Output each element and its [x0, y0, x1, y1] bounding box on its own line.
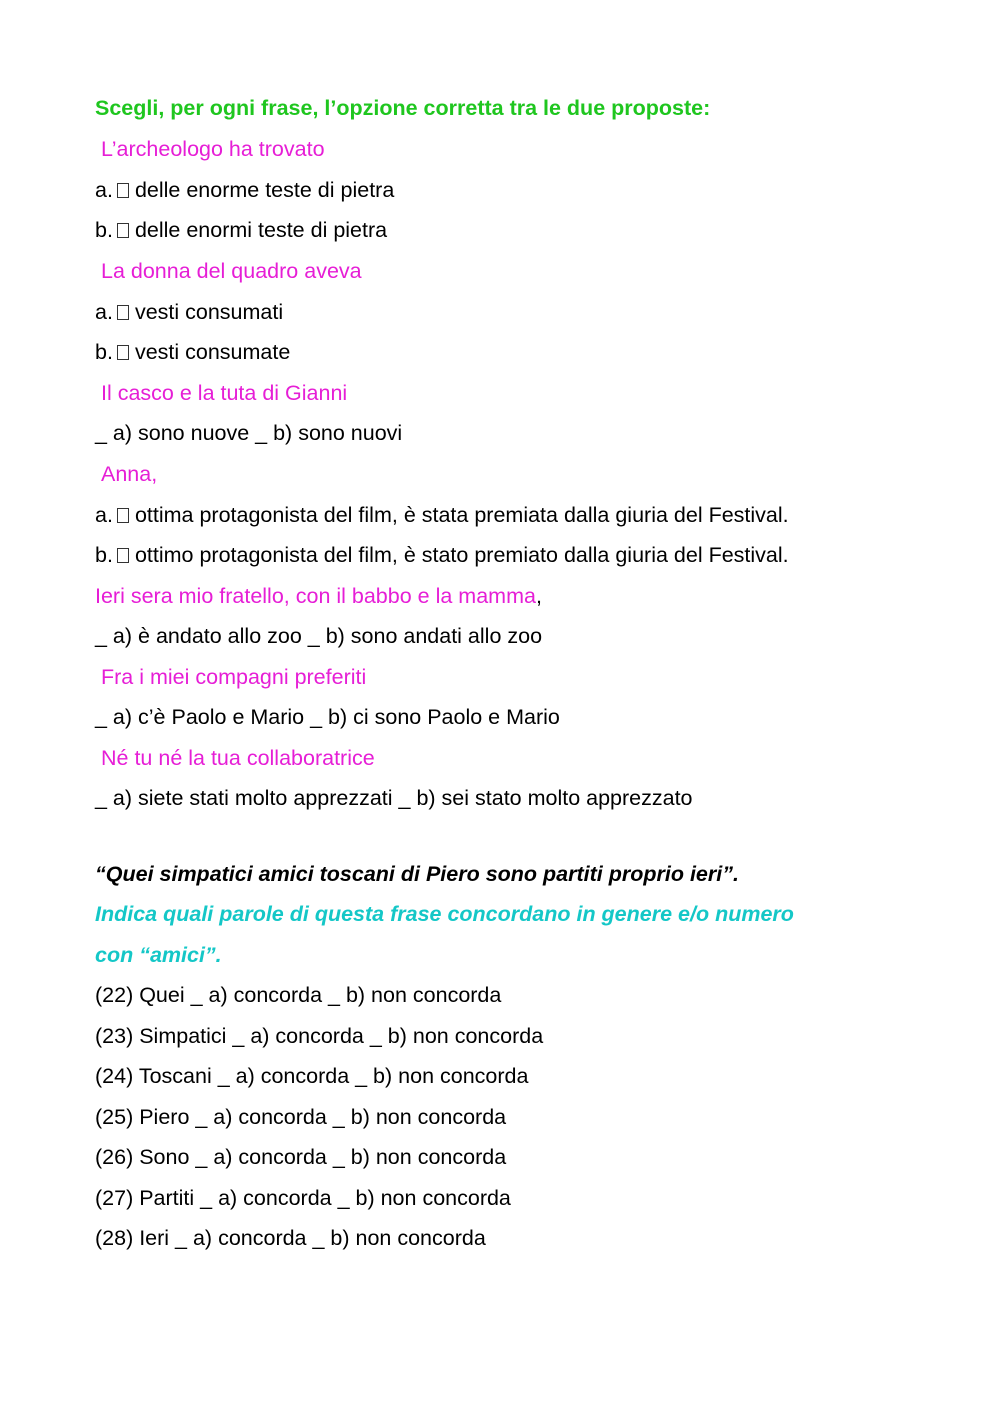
option-label: b. [95, 543, 113, 567]
agreement-item-26[interactable]: (26) Sono _ a) concorda _ b) non concorda [95, 1145, 507, 1169]
instruction-2-line-1: Indica quali parole di questa frase concordano in genere e/o numero [95, 902, 794, 926]
option-text: delle enormi teste di pietra [134, 218, 388, 242]
options-line-5[interactable]: _ a) è andato allo zoo _ b) sono andati allo zoo [95, 624, 543, 648]
agreement-item-23[interactable]: (23) Simpatici _ a) concorda _ b) non concorda [95, 1024, 544, 1048]
quote-sentence: “Quei simpatici amici toscani di Piero sono partiti proprio ieri”. [95, 862, 739, 886]
checkbox-icon[interactable] [117, 183, 129, 198]
options-line-6[interactable]: _ a) c’è Paolo e Mario _ b) ci sono Paolo e Mario [95, 705, 560, 729]
question-prompt-6: Fra i miei compagni preferiti [101, 665, 367, 689]
question-prompt-3: Il casco e la tuta di Gianni [101, 381, 348, 405]
option-text: vesti consumati [134, 300, 284, 324]
option-row-4b [95, 535, 789, 575]
option-row-1a [95, 170, 394, 210]
option-text: ottimo protagonista del film, è stato premiato dalla giuria del Festival. [134, 543, 789, 567]
options-line-3[interactable]: _ a) sono nuove _ b) sono nuovi [95, 421, 403, 445]
checkbox-icon[interactable] [117, 345, 129, 360]
prompt-comma: , [535, 584, 542, 608]
agreement-item-25[interactable]: (25) Piero _ a) concorda _ b) non concorda [95, 1105, 507, 1129]
option-label: a. [95, 178, 113, 202]
agreement-item-28[interactable]: (28) Ieri _ a) concorda _ b) non concorda [95, 1226, 486, 1250]
checkbox-icon[interactable] [117, 508, 129, 523]
option-row-2b [95, 332, 290, 372]
option-label: a. [95, 300, 113, 324]
question-prompt-2: La donna del quadro aveva [101, 259, 362, 283]
options-line-7[interactable]: _ a) siete stati molto apprezzati _ b) sei stato molto apprezzato [95, 786, 693, 810]
agreement-item-22[interactable]: (22) Quei _ a) concorda _ b) non concorda [95, 983, 502, 1007]
option-row-4a [95, 495, 789, 535]
option-row-1b [95, 210, 387, 250]
option-text: ottima protagonista del film, è stata premiata dalla giuria del Festival. [134, 503, 789, 527]
question-prompt-1: L’archeologo ha trovato [101, 137, 325, 161]
option-label: b. [95, 218, 113, 242]
option-text: delle enorme teste di pietra [134, 178, 395, 202]
question-prompt-4: Anna, [101, 462, 158, 486]
question-prompt-5-row [95, 576, 542, 616]
agreement-item-24[interactable]: (24) Toscani _ a) concorda _ b) non concorda [95, 1064, 529, 1088]
option-label: a. [95, 503, 113, 527]
option-row-2a [95, 292, 283, 332]
instruction-2-line-2: con “amici”. [95, 943, 222, 967]
option-text: vesti consumate [134, 340, 291, 364]
checkbox-icon[interactable] [117, 305, 129, 320]
instruction-heading: Scegli, per ogni frase, l’opzione corretta tra le due proposte: [95, 96, 711, 120]
agreement-item-27[interactable]: (27) Partiti _ a) concorda _ b) non concorda [95, 1186, 511, 1210]
question-prompt-5: Ieri sera mio fratello, con il babbo e la mamma [95, 584, 536, 608]
option-label: b. [95, 340, 113, 364]
checkbox-icon[interactable] [117, 223, 129, 238]
question-prompt-7: Né tu né la tua collaboratrice [101, 746, 375, 770]
checkbox-icon[interactable] [117, 548, 129, 563]
